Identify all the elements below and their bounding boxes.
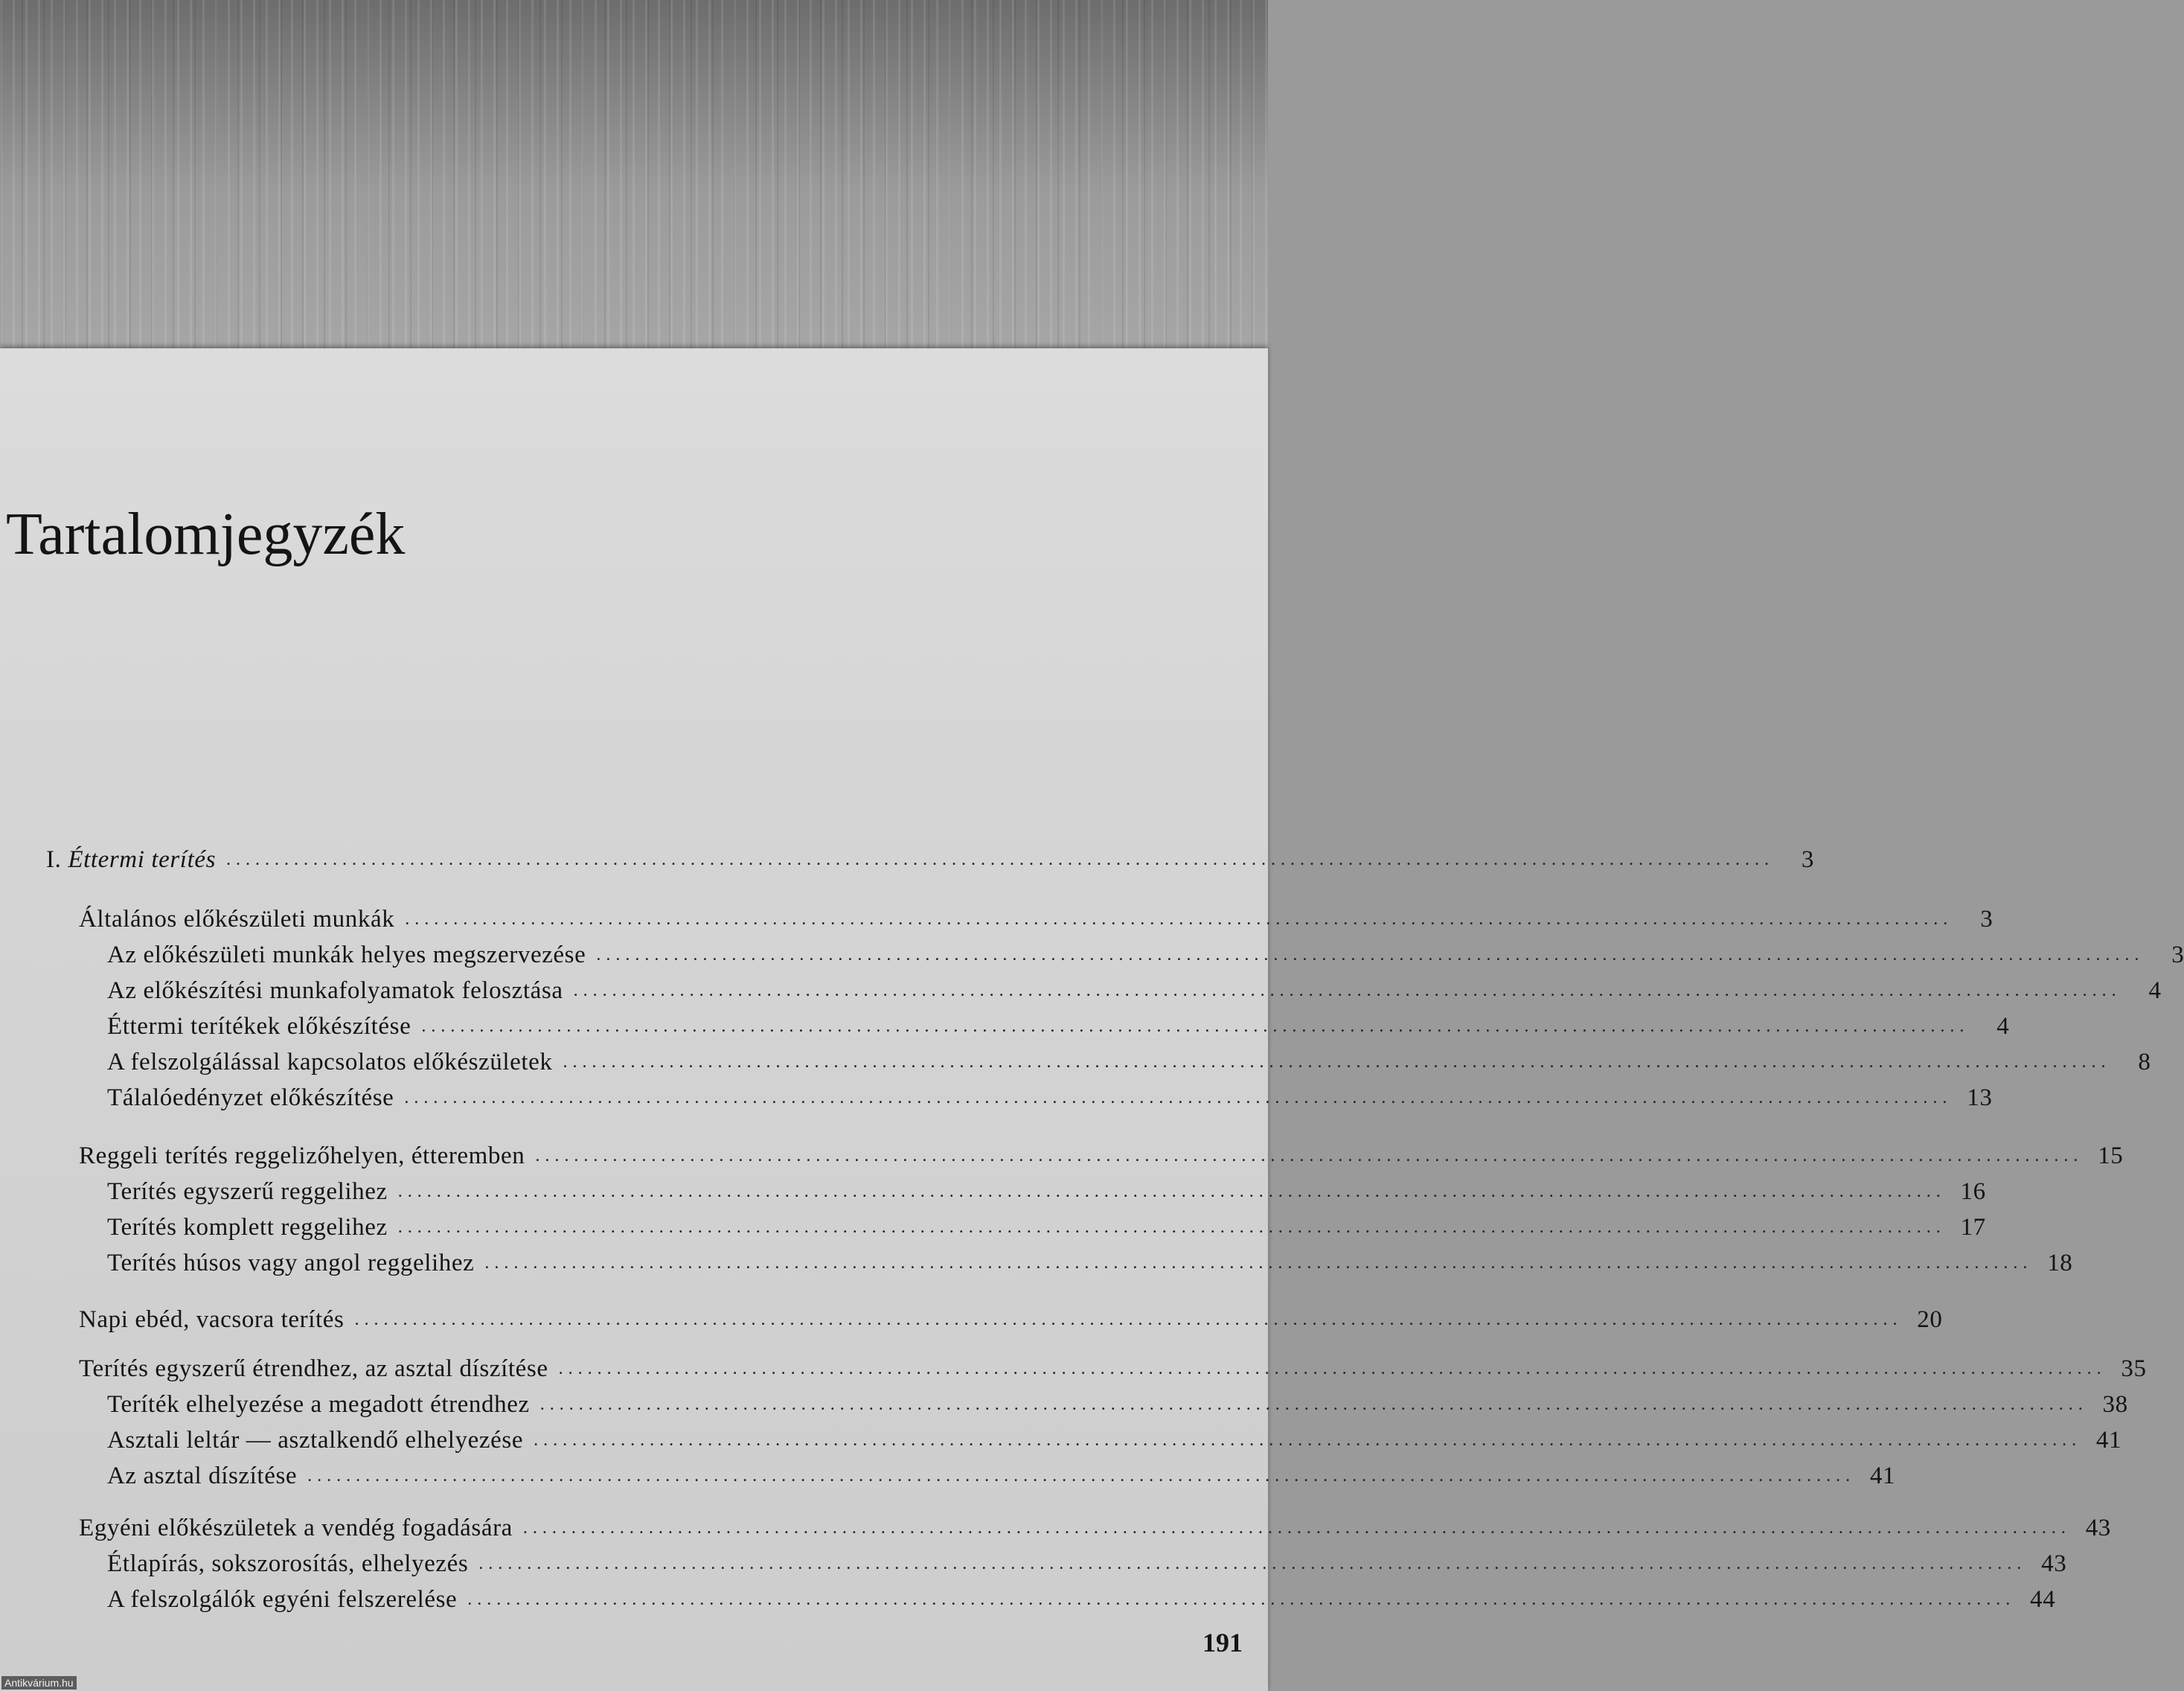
page-folio-number: 191 [1203, 1628, 1243, 1658]
toc-entry-label: Terítés húsos vagy angol reggelihez [107, 1250, 475, 1276]
dot-leader: ................................................................................................................................................................ [397, 1182, 1946, 1201]
page-title: Tartalomjegyzék [6, 502, 406, 567]
toc-page-number: 18 [2047, 1250, 2073, 1276]
toc-entry-label: Tálalóedényzet előkészítése [107, 1084, 394, 1111]
toc-entry-label: A felszolgálók egyéni felszerelése [107, 1586, 458, 1613]
toc-entry-label: Az előkészületi munkák helyes megszervezése [107, 942, 586, 968]
dot-leader: ................................................................................................................................................................ [354, 1310, 1903, 1329]
dot-leader: ................................................................................................................................................................ [563, 1052, 2111, 1072]
toc-page-number: 44 [2030, 1586, 2056, 1613]
book-page [0, 348, 2184, 1691]
dot-leader: ................................................................................................................................................................ [404, 1088, 1953, 1107]
toc-entry [79, 899, 1994, 933]
toc-entry-label: Napi ebéd, vacsora terítés [79, 1306, 345, 1333]
toc-page-number: 4 [1996, 1013, 2010, 1040]
toc-entry-label: Éttermi terítékek előkészítése [107, 1013, 411, 1040]
dot-leader: ................................................................................................................................................................ [226, 850, 1775, 869]
dot-leader: ................................................................................................................................................................ [558, 1359, 2107, 1378]
dot-leader: ................................................................................................................................................................ [307, 1466, 1856, 1486]
toc-entry [107, 1384, 2128, 1419]
dot-leader: ................................................................................................................................................................ [467, 1590, 2016, 1609]
toc-page-number: 17 [1960, 1214, 1986, 1241]
toc-page-number: 13 [1967, 1084, 1993, 1111]
chapter-title: Éttermi terítés [68, 846, 217, 873]
toc-page-number: 3 [1980, 906, 1994, 933]
toc-entry [107, 1042, 2151, 1076]
table-of-contents [0, 348, 2184, 1691]
toc-entry [107, 1171, 1986, 1206]
toc-entry [107, 1207, 1986, 1241]
toc-entry [107, 971, 2162, 1005]
dot-leader: ................................................................................................................................................................ [484, 1253, 2033, 1273]
toc-entry [107, 1544, 2067, 1578]
toc-entry-label: Teríték elhelyezése a megadott étrendhez [107, 1391, 530, 1418]
toc-page-number: 4 [2148, 977, 2162, 1004]
dot-leader: ................................................................................................................................................................ [596, 945, 2145, 965]
toc-entry-label: Általános előkészületi munkák [79, 906, 395, 933]
toc-page-number: 16 [1960, 1178, 1986, 1205]
toc-page-number: 3 [1801, 846, 1815, 873]
dot-leader: ................................................................................................................................................................ [522, 1518, 2071, 1538]
toc-page-number: 38 [2102, 1391, 2128, 1418]
toc-page-number: 8 [2138, 1049, 2151, 1075]
dot-leader: ................................................................................................................................................................ [405, 910, 1953, 929]
toc-entry-label: Egyéni előkészületek a vendég fogadására [79, 1515, 513, 1541]
watermark: Antikvárium.hu [1, 1676, 77, 1690]
toc-entry [107, 1078, 1993, 1112]
toc-page-number: 20 [1917, 1306, 1943, 1333]
dot-leader: ................................................................................................................................................................ [539, 1395, 2088, 1414]
dot-leader: ................................................................................................................................................................ [421, 1017, 1970, 1036]
dot-leader: ................................................................................................................................................................ [535, 1146, 2084, 1166]
toc-entry [79, 1300, 1943, 1334]
toc-entry [79, 1508, 2111, 1542]
background-board [0, 0, 1268, 350]
toc-entry [107, 1579, 2056, 1614]
dot-leader: ................................................................................................................................................................ [573, 981, 2121, 1000]
toc-entry [107, 1243, 2073, 1277]
toc-page-number: 35 [2121, 1355, 2147, 1382]
toc-entry [107, 1006, 2010, 1041]
toc-page-number: 3 [2171, 942, 2184, 968]
toc-entry-label: Étlapírás, sokszorosítás, elhelyezés [107, 1550, 469, 1577]
toc-entry-label: Az előkészítési munkafolyamatok felosztása [107, 977, 563, 1004]
toc-entry-label: Asztali leltár — asztalkendő elhelyezése [107, 1427, 524, 1454]
toc-page-number: 41 [2095, 1427, 2122, 1454]
toc-page-number: 15 [2098, 1142, 2124, 1169]
dot-leader: ................................................................................................................................................................ [534, 1431, 2082, 1450]
toc-entry-label: Terítés egyszerű étrendhez, az asztal díszítése [79, 1355, 548, 1382]
toc-entry [79, 1136, 2124, 1170]
toc-page-number: 41 [1869, 1463, 1896, 1489]
toc-page-number: 43 [2041, 1550, 2067, 1577]
toc-chapter [46, 840, 1815, 874]
dot-leader: ................................................................................................................................................................ [478, 1554, 2027, 1573]
toc-entry-label: Terítés egyszerű reggelihez [107, 1178, 388, 1205]
toc-entry [79, 1349, 2147, 1383]
toc-entry [107, 935, 2184, 969]
toc-entry-label: Az asztal díszítése [107, 1463, 298, 1489]
dot-leader: ................................................................................................................................................................ [397, 1218, 1946, 1237]
toc-entry [107, 1456, 1896, 1490]
chapter-number: I. [46, 846, 62, 873]
toc-entry-label: Terítés komplett reggelihez [107, 1214, 388, 1241]
toc-entry-label: A felszolgálással kapcsolatos előkészületek [107, 1049, 553, 1075]
toc-entry-label: Reggeli terítés reggelizőhelyen, étteremben [79, 1142, 525, 1169]
toc-entry [107, 1420, 2122, 1454]
toc-page-number: 43 [2085, 1515, 2111, 1541]
